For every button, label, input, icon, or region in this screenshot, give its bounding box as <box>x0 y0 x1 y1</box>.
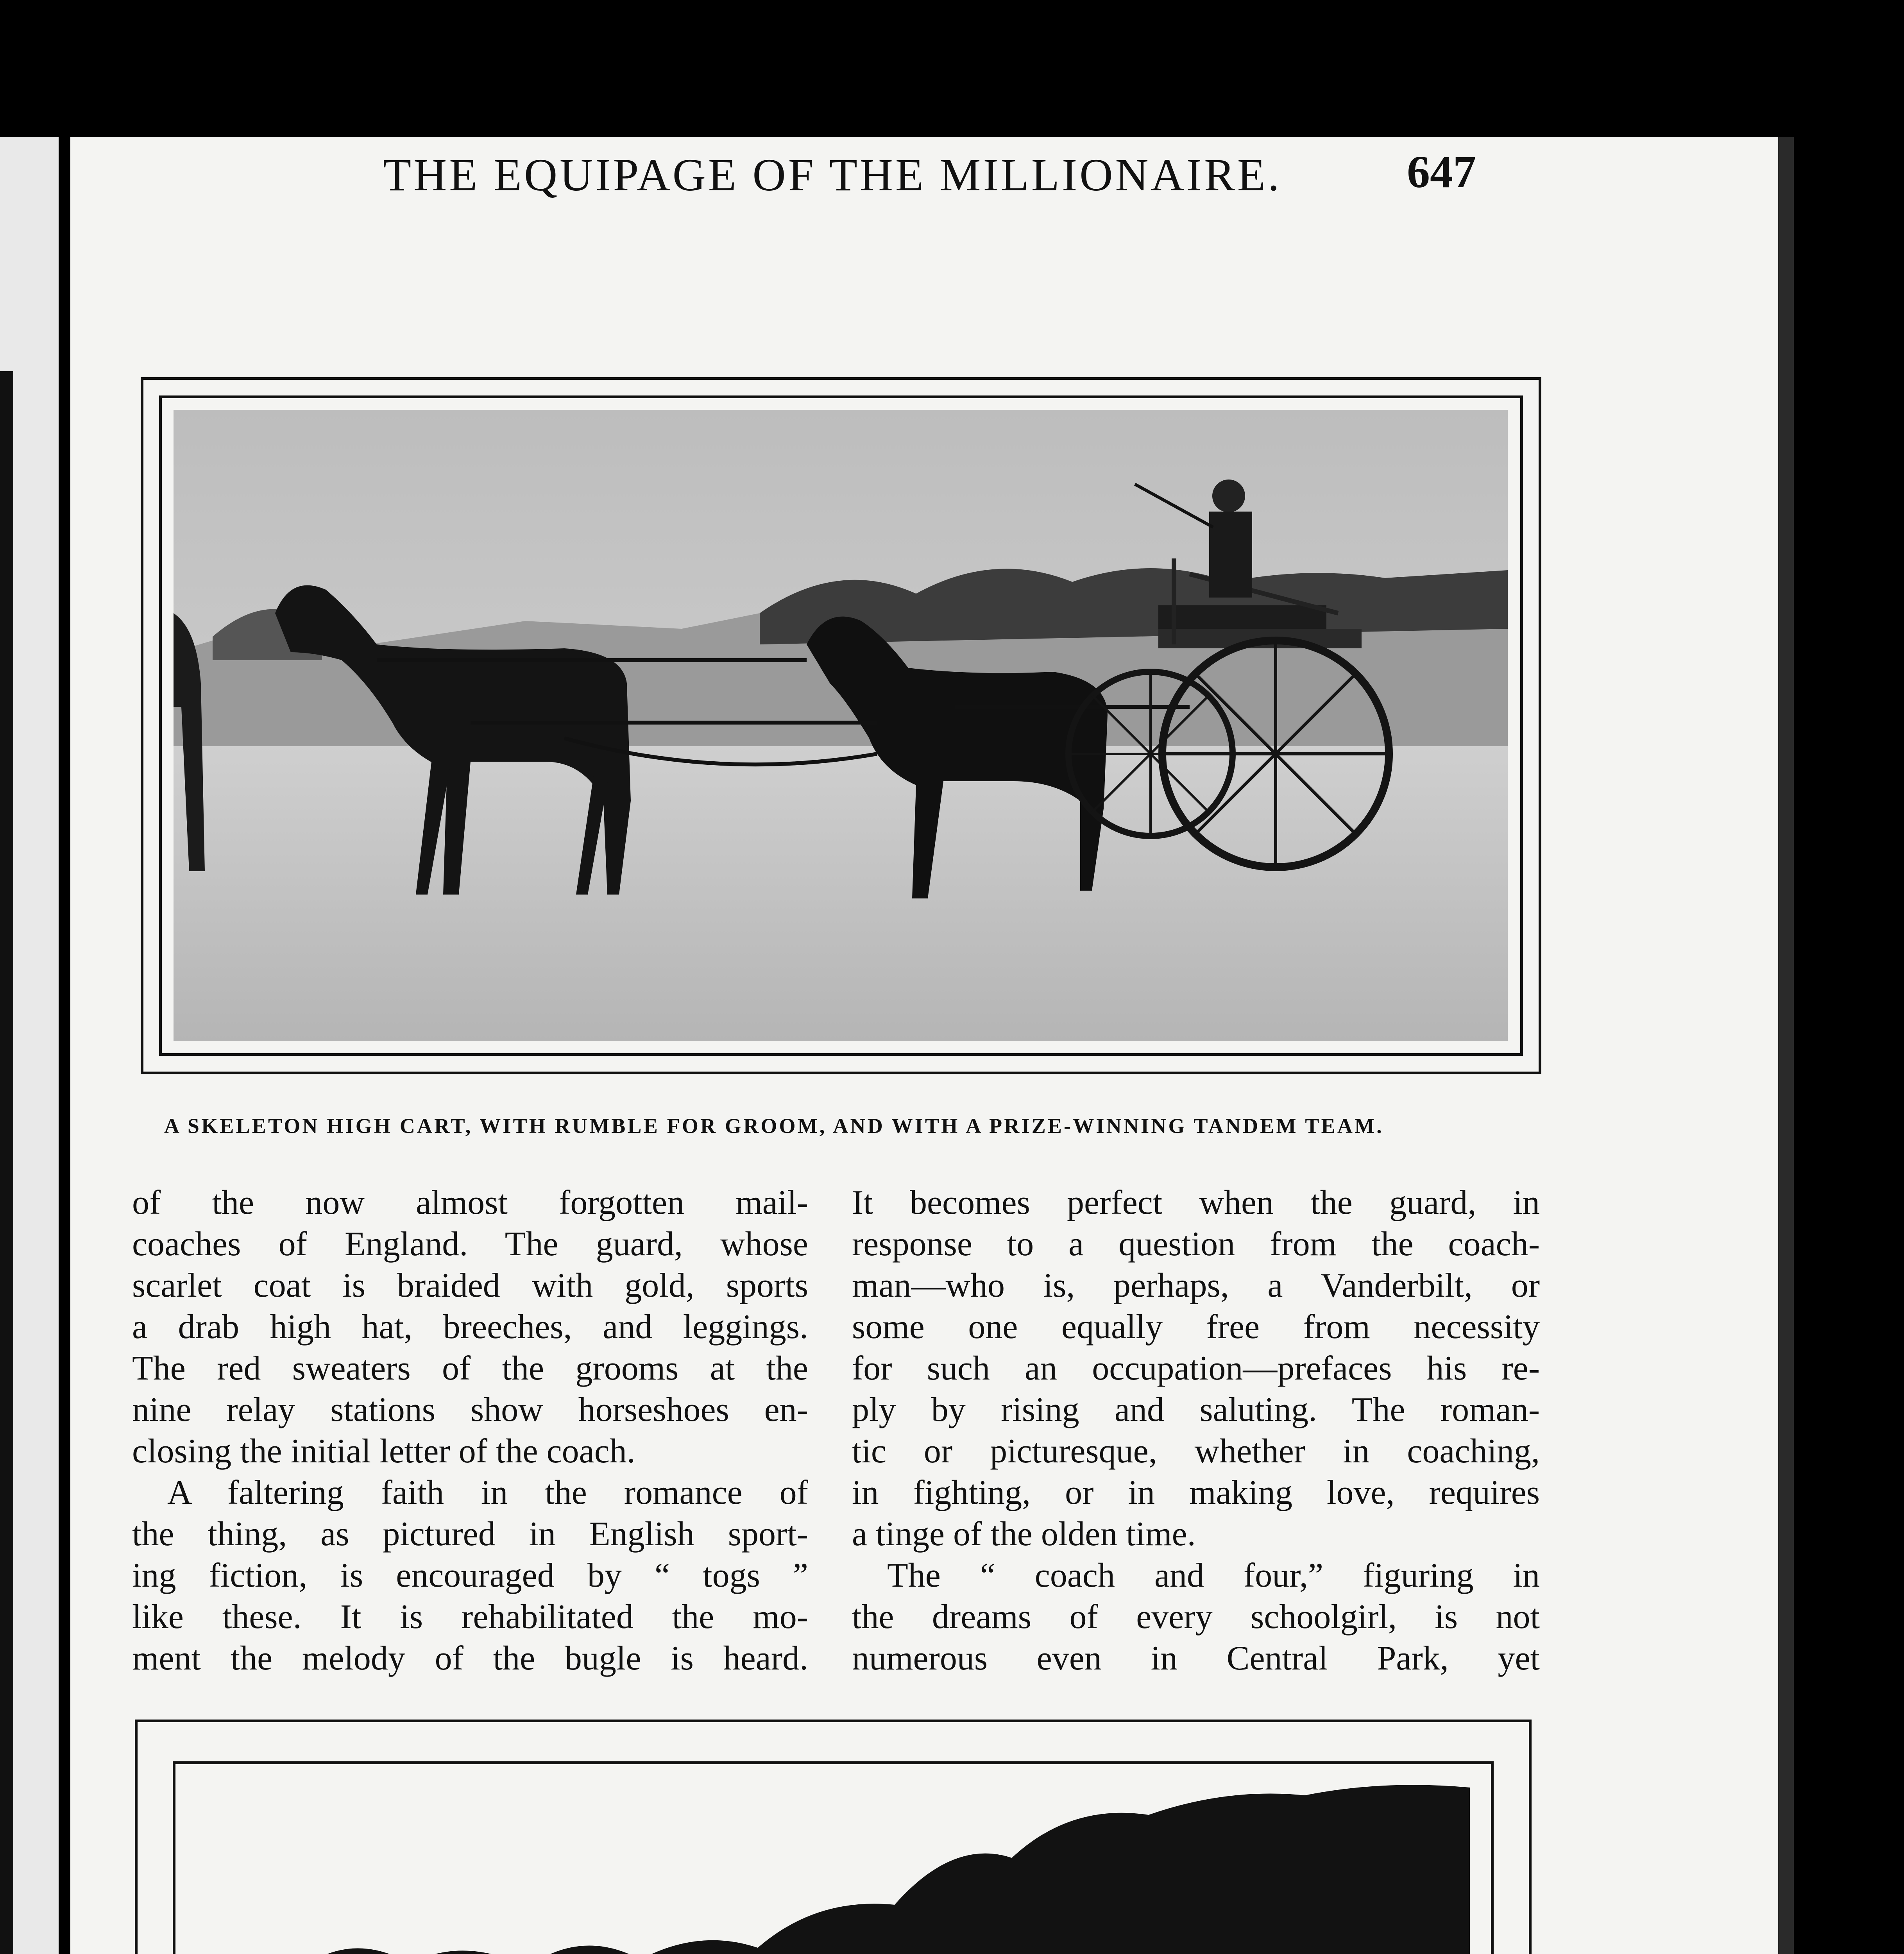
text-line: like these. It is rehabilitated the mo- <box>132 1598 808 1636</box>
text-line: the dreams of every schoolgirl, is not <box>852 1598 1540 1636</box>
text-line: nine relay stations show horseshoes en- <box>132 1391 808 1429</box>
text-line: man—who is, perhaps, a Vanderbilt, or <box>852 1267 1540 1304</box>
text-column-right <box>852 1182 1540 1679</box>
text-line: coaches of England. The guard, whose <box>132 1225 808 1263</box>
text-line: response to a question from the coach- <box>852 1225 1540 1263</box>
text-line: The “ coach and four,” figuring in <box>887 1557 1540 1594</box>
text-line: ing fiction, is encouraged by “ togs ” <box>132 1557 808 1594</box>
text-line: some one equally free from necessity <box>852 1308 1540 1346</box>
text-line: ply by rising and saluting. The roman- <box>852 1391 1540 1429</box>
page-gutter-shadow <box>1778 137 1794 1954</box>
text-column-left <box>132 1182 808 1679</box>
text-line: scarlet coat is braided with gold, sports <box>132 1267 808 1304</box>
facing-page-edge <box>0 137 59 1954</box>
figure-1-inner-frame <box>159 395 1523 1056</box>
text-line: a tinge of the olden time. <box>852 1515 1196 1553</box>
running-title: THE EQUIPAGE OF THE MILLIONAIRE. <box>383 149 1282 200</box>
figure-1-photograph <box>174 410 1508 1041</box>
text-line: the thing, as pictured in English sport- <box>132 1515 808 1553</box>
text-line: numerous even in Central Park, yet <box>852 1639 1540 1677</box>
text-line: closing the initial letter of the coach. <box>132 1432 635 1470</box>
text-line: ment the melody of the bugle is heard. <box>132 1639 808 1677</box>
belmont-cart-illustration <box>191 1780 1470 1954</box>
text-line: tic or picturesque, whether in coaching, <box>852 1432 1540 1470</box>
figure-2-inner-frame <box>173 1761 1494 1954</box>
figure-1-caption: A SKELETON HIGH CART, WITH RUMBLE FOR GROOM, AND WITH A PRIZE-WINNING TANDEM TEAM. <box>164 1114 1384 1138</box>
text-line: in fighting, or in making love, requires <box>852 1474 1540 1512</box>
page-number: 647 <box>1407 146 1476 197</box>
figure-2-photograph <box>191 1780 1470 1954</box>
figure-1-plate <box>141 377 1541 1074</box>
text-line: A faltering faith in the romance of <box>167 1474 808 1512</box>
text-line: a drab high hat, breeches, and leggings. <box>132 1308 808 1346</box>
figure-2-plate <box>135 1720 1532 1954</box>
text-line: for such an occupation—prefaces his re- <box>852 1349 1540 1387</box>
text-line: The red sweaters of the grooms at the <box>132 1349 808 1387</box>
horse-cart-illustration <box>174 410 1508 1041</box>
text-line: of the now almost forgotten mail- <box>132 1184 808 1222</box>
text-line: It becomes perfect when the guard, in <box>852 1184 1540 1222</box>
facing-page-shadow <box>0 371 13 1954</box>
